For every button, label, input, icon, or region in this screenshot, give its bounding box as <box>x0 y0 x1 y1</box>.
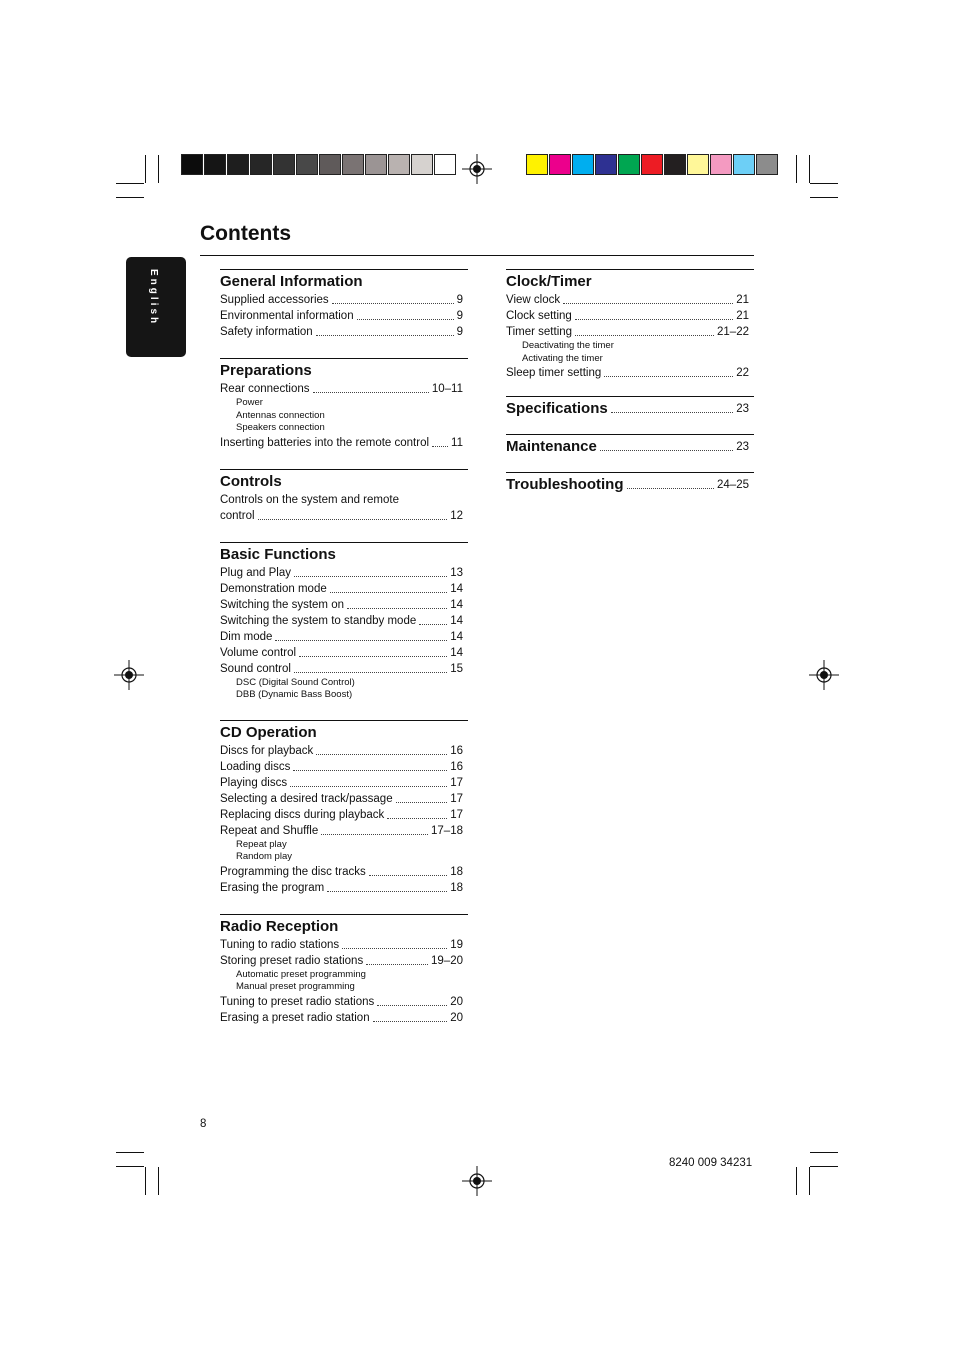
entry-label: control <box>220 509 255 522</box>
page-title: Contents <box>200 222 291 245</box>
page-ref: 14 <box>450 630 463 643</box>
language-tab-label: English <box>148 269 159 327</box>
toc-subentry: Repeat play <box>236 838 287 850</box>
dot-leader <box>432 446 448 447</box>
section-preparations <box>220 358 468 451</box>
page-ref: 20 <box>450 1011 463 1024</box>
section-title: Maintenance <box>506 438 597 455</box>
toc-entry[interactable] <box>220 864 468 880</box>
toc-entry[interactable] <box>506 292 754 308</box>
color-swatch <box>595 154 617 175</box>
toc-entry[interactable] <box>220 743 468 759</box>
toc-entry[interactable] <box>220 381 468 397</box>
entry-label: Tuning to preset radio stations <box>220 995 375 1008</box>
toc-subentry: DBB (Dynamic Bass Boost) <box>236 689 353 700</box>
color-swatch <box>641 154 663 175</box>
dot-leader <box>369 875 447 876</box>
entry-label: Playing discs <box>220 776 288 789</box>
page-ref: 9 <box>456 294 463 306</box>
color-swatch <box>549 154 571 175</box>
page-ref: 20 <box>450 995 463 1008</box>
gray-swatch <box>342 154 364 175</box>
toc-entry[interactable] <box>220 308 468 324</box>
gray-swatch <box>434 154 456 175</box>
toc-entry[interactable] <box>220 629 468 645</box>
entry-label: Sleep timer setting <box>506 367 602 379</box>
entry-label: Plug and Play <box>220 566 291 579</box>
toc-subentry: Random play <box>236 851 292 862</box>
entry-label: Switching the system to standby mode <box>220 614 417 627</box>
page-ref: 18 <box>450 865 463 878</box>
page-number: 8 <box>200 1118 207 1130</box>
dot-leader <box>290 786 447 787</box>
dot-leader <box>258 519 448 520</box>
entry-label: Safety information <box>220 326 313 338</box>
entry-label: Rear connections <box>220 383 310 395</box>
toc-entry[interactable] <box>506 324 754 340</box>
page-ref: 23 <box>736 441 749 453</box>
dot-leader <box>373 1021 448 1022</box>
toc-entry[interactable] <box>220 807 468 823</box>
toc-subentry: Activating the timer <box>522 352 603 364</box>
entry-label: Tuning to radio stations <box>220 938 340 951</box>
dot-leader <box>316 754 447 755</box>
toc-subentry: Deactivating the timer <box>522 340 614 351</box>
page-ref: 10–11 <box>431 383 463 395</box>
section-title: Preparations <box>220 362 312 379</box>
section-title: Troubleshooting <box>506 476 624 493</box>
entry-label: View clock <box>506 294 561 306</box>
toc-entry[interactable] <box>220 613 468 629</box>
section-basic-functions <box>220 542 468 702</box>
contents-right-column <box>506 269 754 495</box>
dot-leader <box>313 392 429 393</box>
page-ref: 23 <box>736 403 749 415</box>
toc-entry[interactable] <box>220 994 468 1010</box>
section-controls <box>220 469 468 524</box>
entry-label: Environmental information <box>220 310 354 322</box>
toc-subentry: Automatic preset programming <box>236 968 366 980</box>
color-swatch <box>733 154 755 175</box>
dot-leader <box>387 818 447 819</box>
section-title: Specifications <box>506 400 608 417</box>
gray-swatch <box>319 154 341 175</box>
gray-swatch <box>227 154 249 175</box>
toc-entry[interactable] <box>220 1010 468 1026</box>
dot-leader <box>604 376 733 377</box>
page-ref: 21 <box>736 310 749 322</box>
page-ref: 14 <box>450 598 463 611</box>
section-troubleshooting <box>506 472 754 495</box>
dot-leader <box>299 656 447 657</box>
page-ref: 21–22 <box>717 326 749 338</box>
title-divider <box>200 255 754 256</box>
dot-leader <box>294 576 447 577</box>
toc-subentry: Speakers connection <box>236 422 325 433</box>
page-ref: 9 <box>456 326 463 338</box>
entry-label: Selecting a desired track/passage <box>220 792 393 805</box>
toc-entry[interactable] <box>220 645 468 661</box>
section-title: Radio Reception <box>220 917 339 935</box>
toc-entry[interactable] <box>220 880 468 896</box>
dot-leader <box>366 964 428 965</box>
dot-leader <box>575 319 733 320</box>
entry-label: Demonstration mode <box>220 582 327 595</box>
grayscale-calibration-bar <box>181 154 457 175</box>
toc-subentry: Power <box>236 397 263 408</box>
entry-label: Repeat and Shuffle <box>220 824 319 837</box>
gray-swatch <box>388 154 410 175</box>
page-ref: 22 <box>736 367 749 379</box>
dot-leader <box>332 303 454 304</box>
color-swatch <box>710 154 732 175</box>
dot-leader <box>377 1005 447 1006</box>
entry-label: Erasing the program <box>220 881 325 894</box>
page-ref: 17–18 <box>431 824 463 837</box>
entry-label: Discs for playback <box>220 744 314 757</box>
dot-leader <box>330 592 447 593</box>
color-swatch <box>526 154 548 175</box>
page-ref: 17 <box>450 776 463 789</box>
section-general-information <box>220 269 468 340</box>
entry-label: Loading discs <box>220 760 291 773</box>
entry-label: Programming the disc tracks <box>220 865 366 878</box>
toc-entry[interactable] <box>220 324 468 340</box>
entry-label: Supplied accessories <box>220 294 329 306</box>
entry-label: Switching the system on <box>220 598 345 611</box>
dot-leader <box>316 335 454 336</box>
page-ref: 17 <box>450 792 463 805</box>
entry-label: Erasing a preset radio station <box>220 1011 370 1024</box>
page-ref: 14 <box>450 582 463 595</box>
toc-entry[interactable] <box>220 435 468 451</box>
toc-entry[interactable] <box>220 791 468 807</box>
toc-entry[interactable] <box>220 292 468 308</box>
color-swatch <box>572 154 594 175</box>
toc-entry[interactable] <box>220 661 468 677</box>
section-cd-operation <box>220 720 468 896</box>
page-ref: 13 <box>450 566 463 579</box>
page-ref: 17 <box>450 808 463 821</box>
dot-leader <box>342 948 447 949</box>
entry-label: Sound control <box>220 662 291 675</box>
dot-leader <box>611 412 734 413</box>
section-clock-timer <box>506 269 754 381</box>
dot-leader <box>419 624 447 625</box>
toc-entry-text: Controls on the system and remote <box>220 493 399 506</box>
toc-entry[interactable] <box>220 823 468 839</box>
gray-swatch <box>273 154 295 175</box>
toc-entry[interactable] <box>220 581 468 597</box>
entry-label: Timer setting <box>506 326 573 338</box>
color-swatch <box>664 154 686 175</box>
entry-label: Clock setting <box>506 310 572 322</box>
page-ref: 9 <box>456 310 463 322</box>
page-ref: 19–20 <box>431 954 463 967</box>
toc-entry[interactable] <box>506 365 754 381</box>
toc-subentry: Antennas connection <box>236 409 325 421</box>
dot-leader <box>293 770 447 771</box>
entry-label: Inserting batteries into the remote control <box>220 436 430 449</box>
section-title: Clock/Timer <box>506 273 592 290</box>
color-swatch <box>756 154 778 175</box>
toc-entry[interactable] <box>220 508 468 524</box>
page-ref: 14 <box>450 614 463 627</box>
dot-leader <box>275 640 447 641</box>
dot-leader <box>347 608 447 609</box>
toc-heading-entry[interactable] <box>506 437 754 457</box>
toc-entry[interactable] <box>220 775 468 791</box>
page-ref: 24–25 <box>717 479 749 491</box>
toc-entry[interactable] <box>220 565 468 581</box>
dot-leader <box>396 802 448 803</box>
registration-mark-icon <box>462 154 492 184</box>
section-title: CD Operation <box>220 723 317 741</box>
gray-swatch <box>411 154 433 175</box>
page-ref: 16 <box>450 744 463 757</box>
section-maintenance <box>506 434 754 457</box>
contents-left-column <box>220 269 468 1026</box>
document-code: 8240 009 34231 <box>669 1157 753 1169</box>
gray-swatch <box>365 154 387 175</box>
section-title: Controls <box>220 472 282 490</box>
registration-mark-icon <box>809 660 839 690</box>
color-swatch <box>618 154 640 175</box>
dot-leader <box>627 488 715 489</box>
section-radio-reception <box>220 914 468 1026</box>
page-ref: 15 <box>450 662 463 675</box>
toc-entry[interactable] <box>220 759 468 775</box>
gray-swatch <box>181 154 203 175</box>
entry-label: Volume control <box>220 646 297 659</box>
dot-leader <box>600 450 733 451</box>
page-ref: 16 <box>450 760 463 773</box>
toc-entry[interactable] <box>220 953 468 969</box>
page-ref: 21 <box>736 294 749 306</box>
registration-mark-icon <box>462 1166 492 1196</box>
color-swatch <box>687 154 709 175</box>
toc-entry[interactable] <box>220 937 468 953</box>
page-ref: 12 <box>450 509 463 522</box>
page-ref: 14 <box>450 646 463 659</box>
dot-leader <box>321 834 428 835</box>
dot-leader <box>294 672 447 673</box>
gray-swatch <box>296 154 318 175</box>
toc-subentry: DSC (Digital Sound Control) <box>236 676 355 688</box>
toc-entry[interactable] <box>506 308 754 324</box>
language-tab <box>126 257 186 357</box>
toc-heading-entry[interactable] <box>506 475 754 495</box>
entry-label: Replacing discs during playback <box>220 808 385 821</box>
dot-leader <box>575 335 714 336</box>
color-calibration-bar <box>526 154 779 175</box>
section-title: Basic Functions <box>220 545 336 563</box>
dot-leader <box>357 319 454 320</box>
gray-swatch <box>204 154 226 175</box>
page-ref: 19 <box>450 938 463 951</box>
dot-leader <box>563 303 733 304</box>
section-title: General Information <box>220 273 363 290</box>
registration-mark-icon <box>114 660 144 690</box>
toc-entry[interactable] <box>220 597 468 613</box>
page-ref: 18 <box>450 881 463 894</box>
entry-label: Storing preset radio stations <box>220 954 364 967</box>
entry-label: Dim mode <box>220 630 273 643</box>
page-ref: 11 <box>451 436 463 449</box>
toc-subentry: Manual preset programming <box>236 981 355 992</box>
gray-swatch <box>250 154 272 175</box>
section-specifications <box>506 396 754 419</box>
toc-heading-entry[interactable] <box>506 399 754 419</box>
dot-leader <box>327 891 447 892</box>
